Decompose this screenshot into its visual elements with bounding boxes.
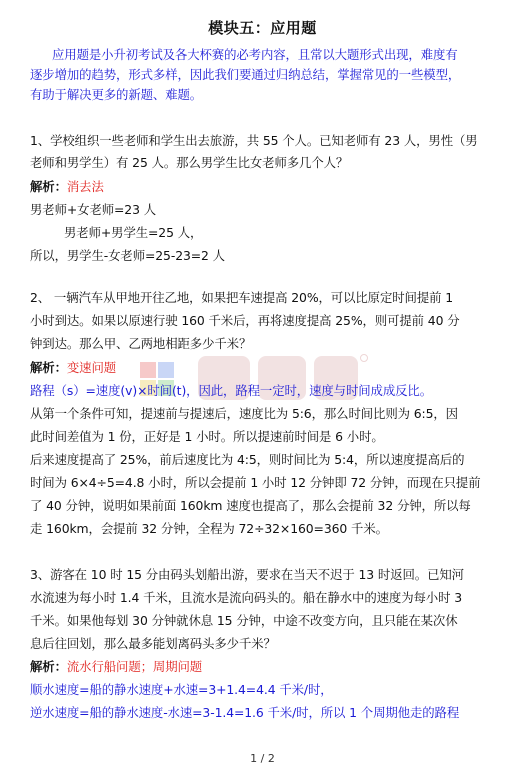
page-number: 1 / 2 [250,752,275,765]
question-1-text: 1、学校组织一些老师和学生出去旅游，共 55 个人。已知老师有 23 人，男性（男 [30,133,478,148]
solution-line: 男老师+男学生=25 人， [64,225,203,240]
analysis-label: 解析： [30,360,67,375]
question-3-analysis [30,658,500,676]
intro-line: 应用题是小升初考试及各大杯赛的必考内容，且常以大题形式出现，难度有 [52,47,458,62]
page-title: 模块五：应用题 [208,19,317,37]
analysis-method: 消去法 [66,179,104,194]
solution-line: 所以，男学生-女老师=25-23=2 人 [30,248,225,263]
question-2-text: 2、 一辆汽车从甲地开往乙地，如果把车速提高 20%，可以比原定时间提前 1 [30,290,454,305]
solution-line: 时间为 6×4÷5=4.8 小时，所以会提前 1 小时 12 分钟即 72 分钟，而现在只提前 [30,475,481,490]
solution-line: 此时间差值为 1 份，正好是 1 小时。所以提速前时间是 6 小时。 [30,429,384,444]
intro-line: 逐步增加的趋势，形式多样，因此我们要通过归纳总结，掌握常见的一些模型， [30,67,461,82]
question-3-text: 水流速为每小时 1.4 千米，且流水是流向码头的。船在静水中的速度为每小时 3 [30,590,463,605]
analysis-label: 解析： [30,179,67,194]
analysis-method: 变速问题 [66,360,117,375]
analysis-label: 解析： [30,659,67,674]
solution-line: 顺水速度=船的静水速度+水速=3+1.4=4.4 千米/时， [30,682,333,697]
solution-line: 了 40 分钟，说明如果前面 160km 速度也提高了，那么会提前 32 分钟，所以每 [30,498,471,513]
question-2-analysis [30,359,500,377]
question-1-analysis [30,178,500,196]
analysis-method: 流水行船问题；周期问题 [66,659,203,674]
question-1-text: 老师和男学生）有 25 人。那么男学生比女老师多几个人？ [30,155,349,170]
intro-line: 有助于解决更多的新题、难题。 [30,87,203,102]
question-2-text: 钟到达。那么甲、乙两地相距多少千米？ [30,336,252,351]
formula-line: 路程（s）=速度(v)×时间(t)，因此，路程一定时，速度与时间成成反比。 [30,383,432,398]
solution-line: 走 160km，会提前 32 分钟，全程为 72÷32×160=360 千米。 [30,521,388,536]
solution-line: 从第一个条件可知，提速前与提速后，速度比为 5:6，那么时间比则为 6:5，因 [30,406,458,421]
solution-line [30,681,500,699]
solution-line: 逆水速度=船的静水速度-水速=3-1.4=1.6 千米/时，所以 1 个周期他走的路程 [30,705,460,720]
solution-line: 后来速度提高了 25%，前后速度比为 4:5，则时间比为 5:4，所以速度提高后的 [30,452,465,467]
question-3-text: 千米。如果他每划 30 分钟就休息 15 分钟，中途不改变方向，且只能在某次休 [30,613,458,628]
solution-line: 男老师+女老师=23 人 [30,202,157,217]
question-3-text: 息后往回划，那么最多能划离码头多少千米？ [30,636,276,651]
solution-line [30,704,500,722]
question-2-text: 小时到达。如果以原速行驶 160 千米后，再将速度提高 25%，则可提前 40 分 [30,313,460,328]
question-3-text: 3、游客在 10 时 15 分由码头划船出游，要求在当天不迟于 13 时返回。已知河 [30,567,464,582]
